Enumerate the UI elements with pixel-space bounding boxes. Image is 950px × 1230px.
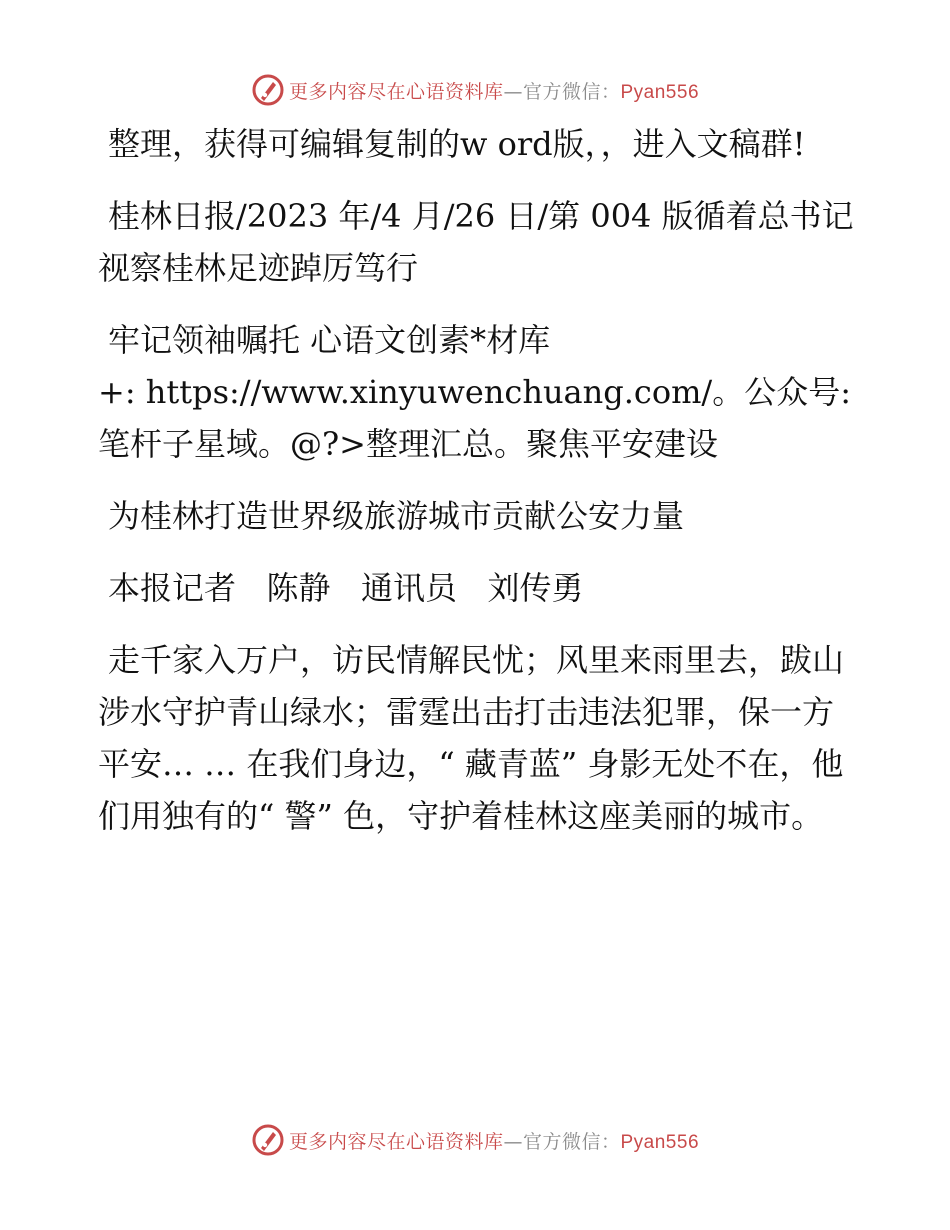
pen-nib-circle-icon <box>251 73 285 107</box>
banner-official-label: 官方微信： <box>522 80 621 103</box>
banner-text <box>289 1127 699 1154</box>
paragraph-body: 走千家入万户，访民情解民忧；风里来雨里去，跋山涉水守护青山绿水；雷霆出击打击违法犯罪，保一方平安… … 在我们身边，“ 藏青蓝” 身影无处不在，他们用独有的“ 警” 色，守护着桂林这座美丽的城市。 <box>98 641 845 835</box>
paragraph-source-headline: 桂林日报/2023 年/4 月/26 日/第 004 版循着总书记视察桂林足迹踔厉笃行 <box>98 197 854 287</box>
paragraph-intro: 整理，获得可编辑复制的w ord版，，进入文稿群! <box>108 125 806 163</box>
header-watermark-banner <box>0 70 950 110</box>
paragraph-subheadline: 牢记领袖嘱托 心语文创素*材库 <box>108 321 551 359</box>
paragraph-source-link: +: https://www.xinyuwenchuang.com/。公众号:笔杆子星域。@?>整理汇总。聚焦平安建设 <box>98 373 851 463</box>
banner-dash: — <box>503 1130 523 1153</box>
banner-text <box>289 77 699 104</box>
banner-official-label: 官方微信： <box>522 1130 621 1153</box>
banner-wechat-id: Pyan556 <box>620 1131 700 1153</box>
banner-main-text: 更多内容尽在心语资料库 <box>288 1130 504 1153</box>
banner-dash: — <box>503 80 523 103</box>
footer-watermark-banner <box>0 1120 950 1160</box>
document-body <box>98 118 858 862</box>
pen-nib-circle-icon <box>251 1123 285 1157</box>
paragraph-title: 为桂林打造世界级旅游城市贡献公安力量 <box>108 497 685 535</box>
banner-wechat-id: Pyan556 <box>620 81 700 103</box>
banner-main-text: 更多内容尽在心语资料库 <box>288 80 504 103</box>
paragraph-byline: 本报记者 陈静 通讯员 刘传勇 <box>108 569 584 607</box>
